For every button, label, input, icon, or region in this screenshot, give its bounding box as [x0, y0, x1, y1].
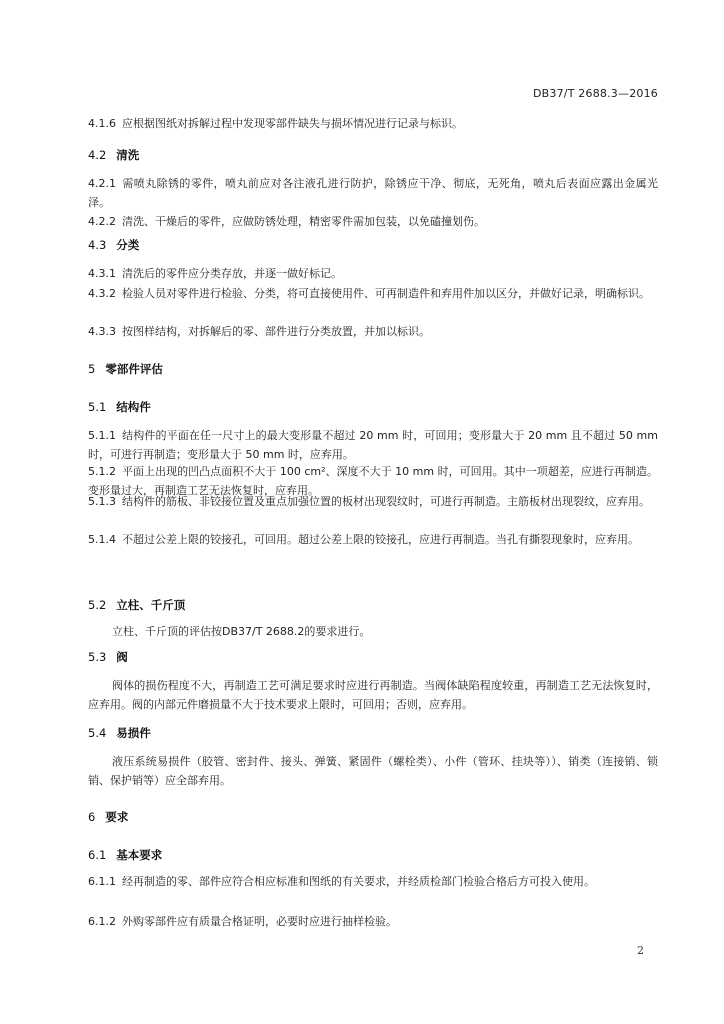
clause-number: 5.1.2: [88, 465, 116, 478]
section-number: 5: [88, 362, 96, 376]
clause-paragraph: [88, 174, 658, 212]
clause-text: 外购零部件应有质量合格证明，必要时应进行抽样检验。: [122, 915, 397, 928]
section-title: 零部件评估: [105, 362, 163, 376]
clause-number: 5.1.4: [88, 533, 116, 546]
section-title: 易损件: [116, 726, 151, 740]
clause-text: 清洗、干燥后的零件，应做防锈处理，精密零件需加包装，以免磕撞划伤。: [122, 215, 485, 228]
clause-paragraph: [88, 752, 658, 790]
clause-number: 5.1.1: [88, 429, 116, 442]
clause-paragraph: [88, 912, 658, 931]
clause-text: 结构件的平面在任一尺寸上的最大变形量不超过 20 mm 时，可回用；变形量大于 20 mm 且不超过 50 mm 时，可进行再制造；变形量大于 50 mm 时，应弃用。: [88, 429, 658, 461]
clause-number: 4.1.6: [88, 117, 116, 130]
section-heading: [88, 398, 658, 417]
clause-number: 6.1.1: [88, 875, 116, 888]
clause-paragraph: [88, 212, 658, 231]
clause-text: 立柱、千斤顶的评估按DB37/T 2688.2的要求进行。: [112, 625, 371, 638]
clause-text: 清洗后的零件应分类存放，并逐一做好标记。: [122, 267, 342, 280]
section-title: 阀: [116, 650, 128, 664]
clause-paragraph: [88, 426, 658, 464]
clause-number: 5.1.3: [88, 495, 116, 508]
section-heading: [88, 146, 658, 165]
clause-text: 阀体的损伤程度不大，再制造工艺可满足要求时应进行再制造。当阀体缺陷程度较重，再制造工艺无法恢复时，应弃用。阀的内部元件磨损量不大于技术要求上限时，可回用；否则，应弃用。: [88, 679, 658, 711]
clause-text: 结构件的筋板、非铰接位置及重点加强位置的板材出现裂纹时，可进行再制造。主筋板材出现裂纹，应弃用。: [122, 495, 650, 508]
page-number: 2: [637, 944, 644, 957]
section-heading: [88, 648, 658, 667]
clause-text: 液压系统易损件（胶管、密封件、接头、弹簧、紧固件（螺栓类）、小件（管环、挂块等））、销类（连接销、锁销、保护销等）应全部弃用。: [88, 755, 658, 787]
clause-text: 经再制造的零、部件应符合相应标准和图纸的有关要求，并经质检部门检验合格后方可投入使用。: [122, 875, 595, 888]
section-number: 5.1: [88, 400, 107, 414]
section-title: 清洗: [116, 148, 140, 162]
section-heading: [88, 808, 658, 827]
section-heading: [88, 724, 658, 743]
section-number: 5.2: [88, 598, 107, 612]
clause-paragraph: [88, 530, 658, 549]
section-title: 要求: [105, 810, 129, 824]
clause-text: 平面上出现的凹凸点面积不大于 100 cm²、深度不大于 10 mm 时，可回用。其中一项超差，应进行再制造。变形量过大，再制造工艺无法恢复时，应弃用。: [88, 465, 658, 497]
clause-text: 检验人员对零件进行检验、分类，将可直接使用件、可再制造件和弃用件加以区分，并做好记录，明确标识。: [122, 287, 650, 300]
section-heading: [88, 360, 658, 379]
clause-text: 应根据图纸对拆解过程中发现零部件缺失与损坏情况进行记录与标识。: [122, 117, 463, 130]
section-number: 6.1: [88, 848, 107, 862]
clause-number: 6.1.2: [88, 915, 116, 928]
clause-paragraph: [88, 284, 658, 303]
clause-text: 需喷丸除锈的零件，喷丸前应对各注液孔进行防护，除锈应干净、彻底，无死角，喷丸后表面应露出金属光泽。: [88, 177, 658, 209]
clause-paragraph: [88, 622, 658, 641]
section-heading: [88, 236, 658, 255]
section-heading: [88, 846, 658, 865]
section-title: 立柱、千斤顶: [116, 598, 186, 612]
clause-number: 4.3.3: [88, 325, 116, 338]
section-number: 5.4: [88, 726, 107, 740]
section-title: 分类: [116, 238, 140, 252]
clause-paragraph: [88, 264, 658, 283]
clause-paragraph: [88, 114, 658, 133]
clause-number: 4.3.2: [88, 287, 116, 300]
clause-paragraph: [88, 322, 658, 341]
clause-text: 按图样结构，对拆解后的零、部件进行分类放置，并加以标识。: [122, 325, 430, 338]
clause-number: 4.3.1: [88, 267, 116, 280]
clause-text: 不超过公差上限的铰接孔，可回用。超过公差上限的铰接孔，应进行再制造。当孔有撕裂现象时，应弃用。: [122, 533, 639, 546]
clause-number: 4.2.1: [88, 177, 116, 190]
section-number: 6: [88, 810, 96, 824]
section-heading: [88, 596, 658, 615]
clause-paragraph: [88, 872, 658, 891]
section-number: 4.3: [88, 238, 107, 252]
section-title: 结构件: [116, 400, 151, 414]
section-number: 5.3: [88, 650, 107, 664]
clause-paragraph: [88, 676, 658, 714]
clause-number: 4.2.2: [88, 215, 116, 228]
section-number: 4.2: [88, 148, 107, 162]
clause-paragraph: [88, 492, 658, 511]
section-title: 基本要求: [116, 848, 163, 862]
doc-header-id: DB37/T 2688.3—2016: [532, 87, 658, 100]
